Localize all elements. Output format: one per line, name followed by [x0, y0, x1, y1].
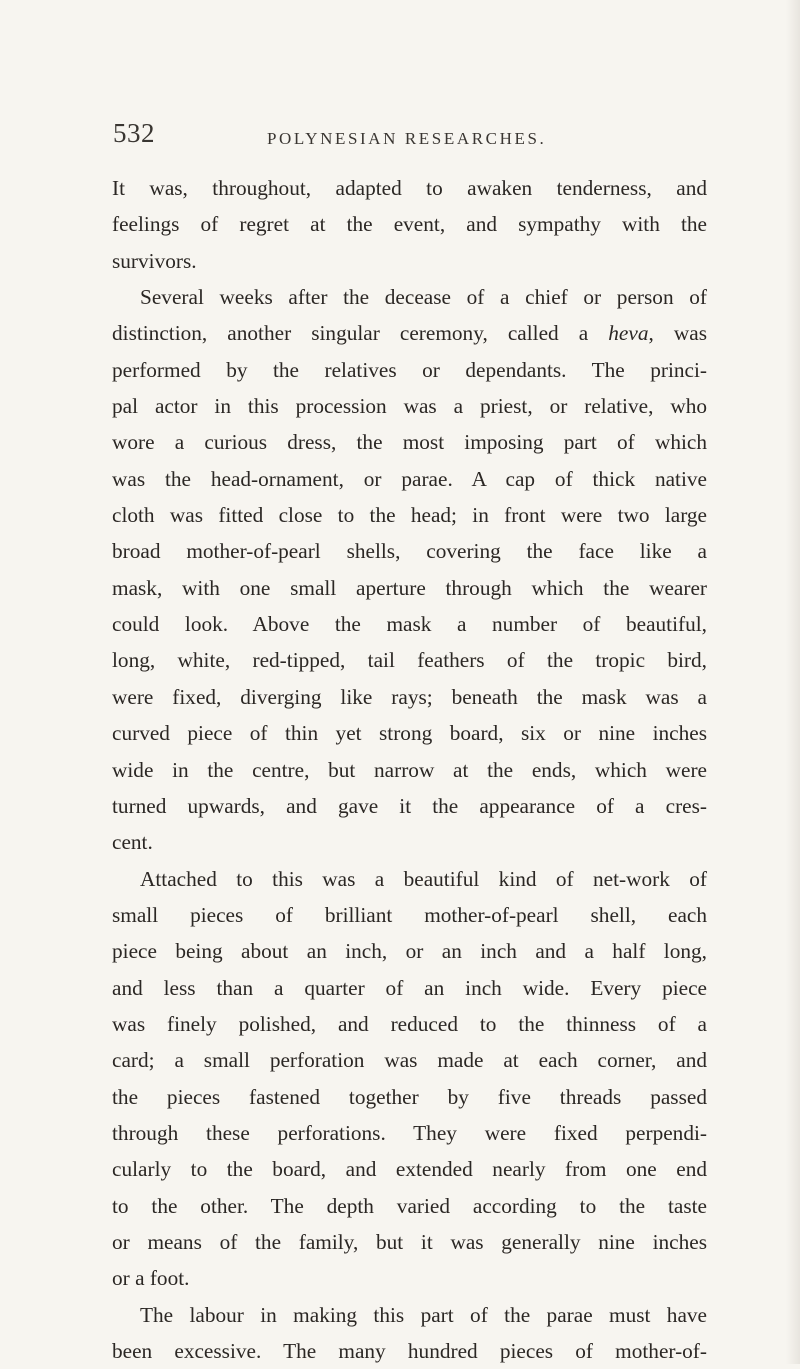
text-line: turned upwards, and gave it the appearance of a cres- [112, 793, 707, 818]
text-line: wore a curious dress, the most imposing part of which [112, 430, 707, 455]
text-line: performed by the relatives or dependants. The princi- [112, 357, 707, 382]
running-title: POLYNESIAN RESEARCHES. [267, 129, 547, 148]
text-line: card; a small perforation was made at each corner, and [112, 1048, 707, 1073]
text-line: and less than a quarter of an inch wide. Every piece [112, 975, 707, 1000]
text-line: cularly to the board, and extended nearly from one end [112, 1157, 707, 1182]
text-line: the pieces fastened together by five threads passed [112, 1084, 707, 1109]
text-line: Attached to this was a beautiful kind of net-work of [140, 866, 707, 891]
text-line: The labour in making this part of the parae must have [140, 1302, 707, 1327]
text-line: broad mother-of-pearl shells, covering the face like a [112, 539, 707, 564]
text-line: survivors. [112, 248, 197, 273]
text-line: could look. Above the mask a number of beautiful, [112, 612, 707, 637]
text-line: been excessive. The many hundred pieces of mother-of- [112, 1339, 707, 1363]
text-line: mask, with one small aperture through which the wearer [112, 575, 707, 600]
text-line: was finely polished, and reduced to the thinness of a [112, 1011, 707, 1036]
text-line: were fixed, diverging like rays; beneath the mask was a [112, 684, 707, 709]
text-line: long, white, red-tipped, tail feathers of the tropic bird, [112, 648, 707, 673]
text-line: or means of the family, but it was generally nine inches [112, 1229, 707, 1254]
text-line: cent. [112, 830, 153, 855]
page-edge-shadow [786, 0, 800, 1364]
text-line: It was, throughout, adapted to awaken tenderness, and [112, 176, 707, 200]
text-segment: distinction, another singular ceremony, called a [112, 321, 609, 346]
text-line: Several weeks after the decease of a chief or person of [140, 285, 707, 310]
text-line: curved piece of thin yet strong board, six or nine inches [112, 721, 707, 746]
running-head [0, 118, 800, 158]
text-line-with-italic [112, 315, 707, 351]
text-line: small pieces of brilliant mother-of-pearl shell, each [112, 902, 707, 927]
text-line: feelings of regret at the event, and sympathy with the [112, 212, 707, 237]
body-text [112, 170, 707, 1369]
text-line: through these perforations. They were fixed perpendi- [112, 1120, 707, 1145]
text-line: piece being about an inch, or an inch and a half long, [112, 939, 707, 964]
text-line: cloth was fitted close to the head; in front were two large [112, 503, 707, 528]
text-segment: , was [648, 321, 707, 346]
text-line: to the other. The depth varied according to the taste [112, 1193, 707, 1218]
page-number: 532 [113, 118, 155, 148]
text-line: was the head-ornament, or parae. A cap of thick native [112, 466, 707, 491]
italic-term: heva [608, 321, 649, 346]
text-line: or a foot. [112, 1266, 190, 1291]
text-line: wide in the centre, but narrow at the ends, which were [112, 757, 707, 782]
text-line: pal actor in this procession was a priest, or relative, who [112, 394, 707, 419]
